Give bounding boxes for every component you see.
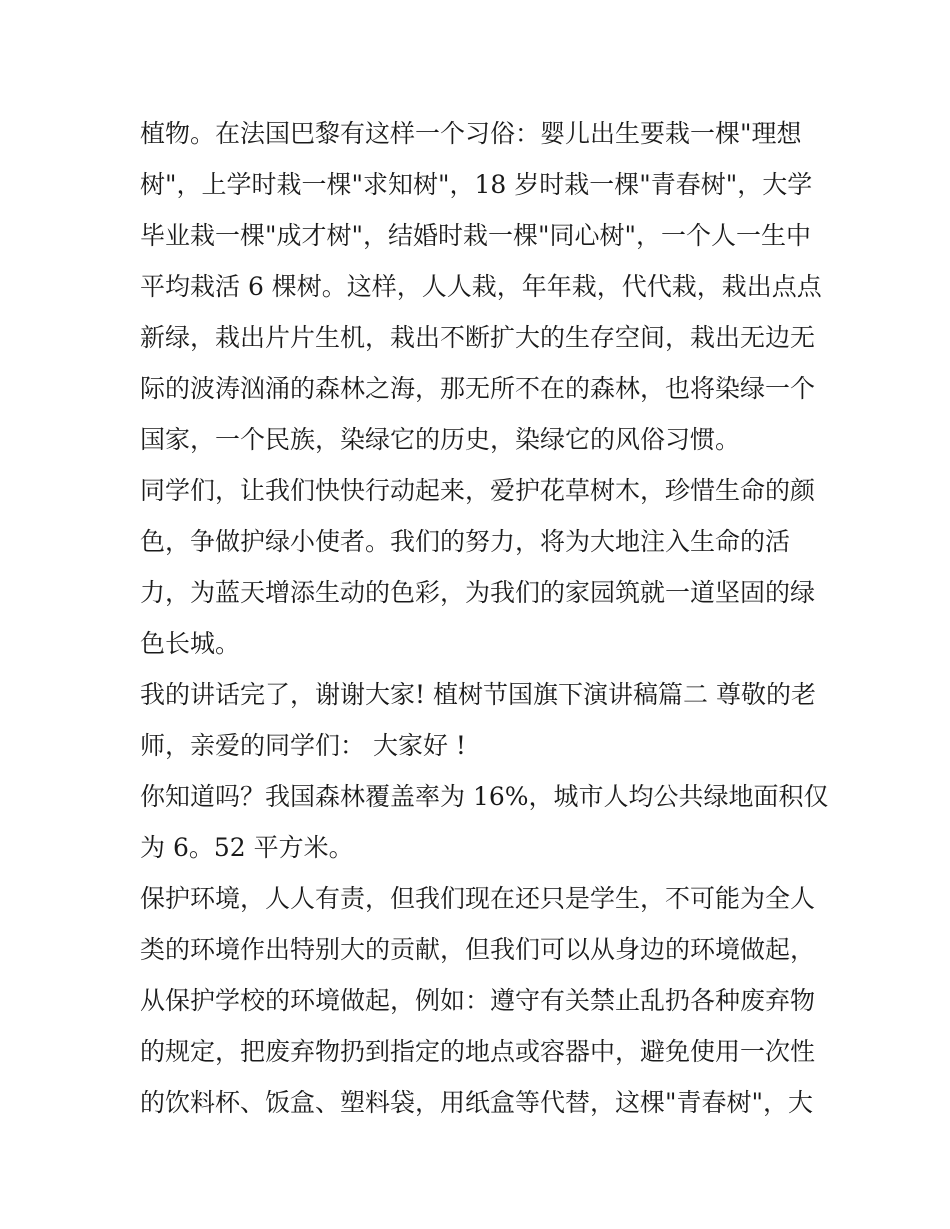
text-line: 毕业栽一棵"成才树"，结婚时栽一棵"同心树"，一个人一生中 (140, 221, 811, 250)
text-line: 你知道吗？我国森林覆盖率为 16%，城市人均公共绿地面积仅 (140, 782, 829, 811)
text-line: 的规定，把废弃物扔到指定的地点或容器中，避免使用一次性 (140, 1037, 816, 1066)
text-line: 我的讲话完了，谢谢大家! 植树节国旗下演讲稿篇二 尊敬的老 (140, 680, 816, 709)
document-body-text (140, 108, 829, 1128)
text-line: 植物。在法国巴黎有这样一个习俗：婴儿出生要栽一棵"理想 (140, 119, 802, 148)
text-line: 力，为蓝天增添生动的色彩，为我们的家园筑就一道坚固的绿 (140, 578, 816, 607)
text-line: 色，争做护绿小使者。我们的努力，将为大地注入生命的活 (140, 527, 791, 556)
text-line: 色长城。 (140, 629, 241, 658)
text-line: 的饮料杯、饭盒、塑料袋，用纸盒等代替，这棵"青春树"，大 (140, 1088, 814, 1117)
text-line: 为 6。52 平方米。 (140, 833, 354, 862)
text-line: 从保护学校的环境做起，例如：遵守有关禁止乱扔各种废弃物 (140, 986, 816, 1015)
text-line: 同学们，让我们快快行动起来，爱护花草树木，珍惜生命的颜 (140, 476, 816, 505)
text-line: 新绿，栽出片片生机，栽出不断扩大的生存空间，栽出无边无 (140, 323, 816, 352)
text-line: 树"，上学时栽一棵"求知树"，18 岁时栽一棵"青春树"，大学 (140, 170, 813, 199)
text-line: 保护环境，人人有责，但我们现在还只是学生，不可能为全人 (140, 884, 816, 913)
text-line: 类的环境作出特别大的贡献，但我们可以从身边的环境做起， (140, 935, 816, 964)
text-line: 际的波涛汹涌的森林之海，那无所不在的森林，也将染绿一个 (140, 374, 816, 403)
text-line: 国家，一个民族，染绿它的历史，染绿它的风俗习惯。 (140, 425, 741, 454)
text-line: 师，亲爱的同学们： 大家好 ! (140, 731, 466, 760)
text-line: 平均栽活 6 棵树。这样，人人栽，年年栽，代代栽，栽出点点 (140, 272, 822, 301)
